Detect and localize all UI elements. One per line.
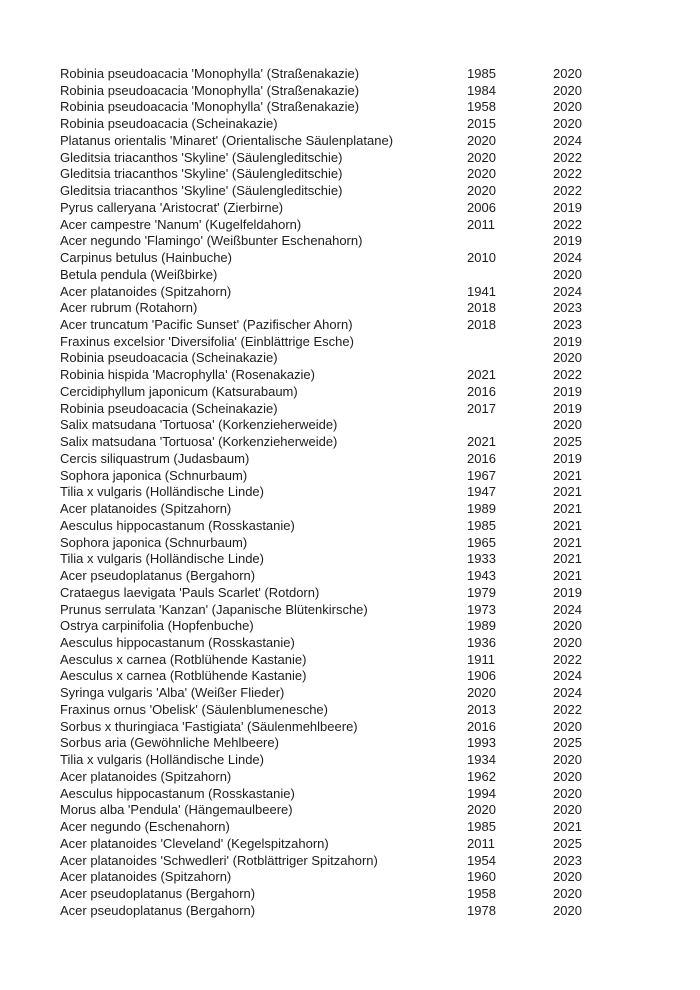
year-column-1: 1958 <box>467 885 496 901</box>
species-name: Tilia x vulgaris (Holländische Linde) <box>60 484 264 500</box>
table-row <box>60 434 600 451</box>
year-column-2: 2019 <box>553 584 582 600</box>
year-column-1: 2021 <box>467 367 496 383</box>
year-column-1 <box>467 233 553 250</box>
species-name: Acer pseudoplatanus (Bergahorn) <box>60 902 256 918</box>
table-row <box>60 317 600 334</box>
year-column-1: 1967 <box>467 467 496 483</box>
year-column-1: 2018 <box>467 317 496 333</box>
year-column-2: 2021 <box>553 568 582 584</box>
year-column-1: 1906 <box>467 668 496 684</box>
year-column-2: 2019 <box>553 450 582 466</box>
year-column-2: 2021 <box>553 517 582 533</box>
table-row <box>60 133 600 150</box>
table-row <box>60 535 600 552</box>
year-column-2: 2020 <box>553 266 582 282</box>
table-row <box>60 735 600 752</box>
table-row <box>60 451 600 468</box>
species-name: Cercidiphyllum japonicum (Katsurabaum) <box>60 383 298 399</box>
table-row <box>60 284 600 301</box>
species-name: Ostrya carpinifolia (Hopfenbuche) <box>60 618 254 634</box>
year-column-2: 2020 <box>553 718 582 734</box>
year-column-1: 2006 <box>467 199 496 215</box>
year-column-2: 2021 <box>553 501 582 517</box>
year-column-2: 2021 <box>553 467 582 483</box>
table-row <box>60 217 600 234</box>
species-name: Tilia x vulgaris (Holländische Linde) <box>60 752 264 768</box>
year-column-1: 1954 <box>467 852 496 868</box>
year-column-2: 2025 <box>553 835 582 851</box>
year-column-2: 2024 <box>553 283 582 299</box>
table-row <box>60 551 600 568</box>
species-name: Acer pseudoplatanus (Bergahorn) <box>60 885 256 901</box>
species-name: Robinia pseudoacacia (Scheinakazie) <box>60 350 278 366</box>
species-name: Gleditsia triacanthos 'Skyline' (Säulengleditschie) <box>60 183 343 199</box>
year-column-1: 1962 <box>467 768 496 784</box>
year-column-1: 2020 <box>467 132 496 148</box>
year-column-2: 2022 <box>553 183 582 199</box>
table-row <box>60 853 600 870</box>
species-name: Gleditsia triacanthos 'Skyline' (Säulengleditschie) <box>60 166 343 182</box>
table-row <box>60 719 600 736</box>
year-column-1: 2020 <box>467 149 496 165</box>
species-name: Robinia pseudoacacia (Scheinakazie) <box>60 400 278 416</box>
species-name: Gleditsia triacanthos 'Skyline' (Säulengleditschie) <box>60 149 343 165</box>
year-column-2: 2025 <box>553 434 582 450</box>
year-column-2: 2024 <box>553 132 582 148</box>
year-column-2: 2020 <box>553 116 582 132</box>
table-row <box>60 702 600 719</box>
table-row <box>60 802 600 819</box>
year-column-2: 2024 <box>553 685 582 701</box>
table-row <box>60 618 600 635</box>
species-name: Betula pendula (Weißbirke) <box>60 266 218 282</box>
table-row <box>60 250 600 267</box>
table-row <box>60 602 600 619</box>
year-column-2: 2023 <box>553 852 582 868</box>
year-column-1: 2016 <box>467 718 496 734</box>
year-column-2: 2021 <box>553 484 582 500</box>
year-column-2: 2019 <box>553 199 582 215</box>
year-column-2: 2020 <box>553 82 582 98</box>
year-column-1: 1989 <box>467 618 496 634</box>
species-name: Acer negundo (Eschenahorn) <box>60 819 230 835</box>
year-column-1: 2018 <box>467 300 496 316</box>
species-name: Sorbus x thuringiaca 'Fastigiata' (Säulenmehlbeere) <box>60 718 358 734</box>
species-name: Acer truncatum 'Pacific Sunset' (Pazifischer Ahorn) <box>60 317 353 333</box>
year-column-2: 2025 <box>553 735 582 751</box>
species-name: Robinia pseudoacacia 'Monophylla' (Straßenakazie) <box>60 66 360 81</box>
species-name: Morus alba 'Pendula' (Hängemaulbeere) <box>60 802 293 818</box>
table-row <box>60 585 600 602</box>
year-column-1: 2011 <box>467 835 495 851</box>
table-row <box>60 635 600 652</box>
year-column-1: 2020 <box>467 183 496 199</box>
table-row <box>60 819 600 836</box>
year-column-1: 1989 <box>467 501 496 517</box>
table-row <box>60 83 600 100</box>
year-column-2: 2022 <box>553 651 582 667</box>
species-name: Acer platanoides (Spitzahorn) <box>60 501 232 517</box>
year-column-1: 1985 <box>467 66 496 81</box>
table-row <box>60 752 600 769</box>
species-name: Pyrus calleryana 'Aristocrat' (Zierbirne) <box>60 199 284 215</box>
table-row <box>60 99 600 116</box>
table-row <box>60 417 600 434</box>
year-column-1: 2016 <box>467 383 496 399</box>
year-column-2: 2021 <box>553 551 582 567</box>
year-column-1: 1943 <box>467 568 496 584</box>
year-column-1 <box>467 267 553 284</box>
table-row <box>60 166 600 183</box>
table-row <box>60 568 600 585</box>
year-column-1: 1979 <box>467 584 496 600</box>
species-name: Sophora japonica (Schnurbaum) <box>60 534 248 550</box>
species-name: Sorbus aria (Gewöhnliche Mehlbeere) <box>60 735 279 751</box>
species-name: Acer campestre 'Nanum' (Kugelfeldahorn) <box>60 216 302 232</box>
year-column-1: 2016 <box>467 450 496 466</box>
species-name: Sophora japonica (Schnurbaum) <box>60 467 248 483</box>
year-column-1: 1941 <box>467 283 496 299</box>
year-column-1: 1911 <box>467 651 495 667</box>
year-column-2: 2020 <box>553 802 582 818</box>
year-column-2: 2023 <box>553 317 582 333</box>
species-name: Cercis siliquastrum (Judasbaum) <box>60 450 250 466</box>
year-column-2: 2020 <box>553 869 582 885</box>
year-column-1: 1973 <box>467 601 496 617</box>
table-row <box>60 200 600 217</box>
species-name: Salix matsudana 'Tortuosa' (Korkenzieherweide) <box>60 434 338 450</box>
table-row <box>60 334 600 351</box>
year-column-1: 1958 <box>467 99 496 115</box>
year-column-2: 2020 <box>553 885 582 901</box>
species-name: Acer platanoides 'Schwedleri' (Rotblättriger Spitzahorn) <box>60 852 378 868</box>
year-column-1 <box>467 334 553 351</box>
year-column-2: 2020 <box>553 902 582 918</box>
year-column-2: 2020 <box>553 66 582 81</box>
table-row <box>60 869 600 886</box>
year-column-2: 2020 <box>553 618 582 634</box>
table-row <box>60 350 600 367</box>
year-column-2: 2019 <box>553 333 582 349</box>
species-name: Platanus orientalis 'Minaret' (Orientalische Säulenplatane) <box>60 132 394 148</box>
table-row <box>60 183 600 200</box>
species-name: Carpinus betulus (Hainbuche) <box>60 250 232 266</box>
year-column-1: 2013 <box>467 701 496 717</box>
year-column-2: 2022 <box>553 166 582 182</box>
year-column-1: 1933 <box>467 551 496 567</box>
species-name: Aesculus hippocastanum (Rosskastanie) <box>60 634 295 650</box>
year-column-1: 1994 <box>467 785 496 801</box>
year-column-1: 2015 <box>467 116 496 132</box>
year-column-2: 2021 <box>553 534 582 550</box>
year-column-1: 1965 <box>467 534 496 550</box>
species-name: Acer platanoides (Spitzahorn) <box>60 283 232 299</box>
year-column-1: 1985 <box>467 517 496 533</box>
year-column-2: 2020 <box>553 417 582 433</box>
year-column-1: 2011 <box>467 216 495 232</box>
year-column-1: 1993 <box>467 735 496 751</box>
year-column-1 <box>467 350 553 367</box>
table-row <box>60 468 600 485</box>
year-column-2: 2022 <box>553 367 582 383</box>
species-name: Robinia pseudoacacia 'Monophylla' (Straßenakazie) <box>60 99 360 115</box>
year-column-1: 2021 <box>467 434 496 450</box>
species-name: Acer platanoides (Spitzahorn) <box>60 869 232 885</box>
year-column-2: 2020 <box>553 768 582 784</box>
species-name: Acer platanoides 'Cleveland' (Kegelspitzahorn) <box>60 835 329 851</box>
year-column-2: 2020 <box>553 752 582 768</box>
table-row <box>60 886 600 903</box>
year-column-2: 2022 <box>553 216 582 232</box>
species-name: Aesculus hippocastanum (Rosskastanie) <box>60 517 295 533</box>
table-row <box>60 652 600 669</box>
year-column-1: 2010 <box>467 250 496 266</box>
species-name: Acer pseudoplatanus (Bergahorn) <box>60 568 256 584</box>
table-row <box>60 484 600 501</box>
table-row <box>60 401 600 418</box>
table-row <box>60 300 600 317</box>
year-column-2: 2020 <box>553 634 582 650</box>
species-name: Acer rubrum (Rotahorn) <box>60 300 198 316</box>
year-column-2: 2021 <box>553 819 582 835</box>
table-row <box>60 267 600 284</box>
year-column-1: 1947 <box>467 484 496 500</box>
species-name: Acer platanoides (Spitzahorn) <box>60 768 232 784</box>
year-column-2: 2019 <box>553 383 582 399</box>
year-column-1 <box>467 417 553 434</box>
species-name: Robinia pseudoacacia 'Monophylla' (Straßenakazie) <box>60 82 360 98</box>
species-name: Aesculus hippocastanum (Rosskastanie) <box>60 785 295 801</box>
table-row <box>60 150 600 167</box>
year-column-1: 2020 <box>467 166 496 182</box>
year-column-2: 2020 <box>553 785 582 801</box>
year-column-1: 1985 <box>467 819 496 835</box>
species-name: Robinia hispida 'Macrophylla' (Rosenakazie) <box>60 367 315 383</box>
table-row <box>60 501 600 518</box>
year-column-2: 2020 <box>553 350 582 366</box>
table-row <box>60 668 600 685</box>
table-row <box>60 903 600 920</box>
tree-species-table <box>60 66 600 919</box>
year-column-2: 2020 <box>553 99 582 115</box>
species-name: Crataegus laevigata 'Pauls Scarlet' (Rotdorn) <box>60 584 320 600</box>
table-row <box>60 116 600 133</box>
table-row <box>60 233 600 250</box>
table-row <box>60 518 600 535</box>
table-row <box>60 367 600 384</box>
table-row <box>60 384 600 401</box>
year-column-1: 1978 <box>467 902 496 918</box>
year-column-2: 2024 <box>553 601 582 617</box>
year-column-1: 1934 <box>467 752 496 768</box>
year-column-2: 2023 <box>553 300 582 316</box>
year-column-1: 2020 <box>467 802 496 818</box>
species-name: Salix matsudana 'Tortuosa' (Korkenzieherweide) <box>60 417 338 433</box>
year-column-2: 2024 <box>553 668 582 684</box>
species-name: Aesculus x carnea (Rotblühende Kastanie) <box>60 668 307 684</box>
year-column-2: 2022 <box>553 149 582 165</box>
year-column-1: 1984 <box>467 82 496 98</box>
species-name: Fraxinus ornus 'Obelisk' (Säulenblumenesche) <box>60 701 328 717</box>
year-column-2: 2022 <box>553 701 582 717</box>
species-name: Tilia x vulgaris (Holländische Linde) <box>60 551 264 567</box>
species-name: Fraxinus excelsior 'Diversifolia' (Einblättrige Esche) <box>60 333 354 349</box>
year-column-1: 2017 <box>467 400 496 416</box>
year-column-1: 1936 <box>467 634 496 650</box>
table-row <box>60 836 600 853</box>
species-name: Robinia pseudoacacia (Scheinakazie) <box>60 116 278 132</box>
species-name: Acer negundo 'Flamingo' (Weißbunter Eschenahorn) <box>60 233 363 249</box>
table-row <box>60 769 600 786</box>
table-row <box>60 685 600 702</box>
species-name: Syringa vulgaris 'Alba' (Weißer Flieder) <box>60 685 285 701</box>
table-row <box>60 786 600 803</box>
species-name: Prunus serrulata 'Kanzan' (Japanische Blütenkirsche) <box>60 601 368 617</box>
year-column-1: 1960 <box>467 869 496 885</box>
year-column-2: 2019 <box>553 400 582 416</box>
year-column-2: 2024 <box>553 250 582 266</box>
table-row <box>60 66 600 83</box>
year-column-1: 2020 <box>467 685 496 701</box>
year-column-2: 2019 <box>553 233 582 249</box>
species-name: Aesculus x carnea (Rotblühende Kastanie) <box>60 651 307 667</box>
